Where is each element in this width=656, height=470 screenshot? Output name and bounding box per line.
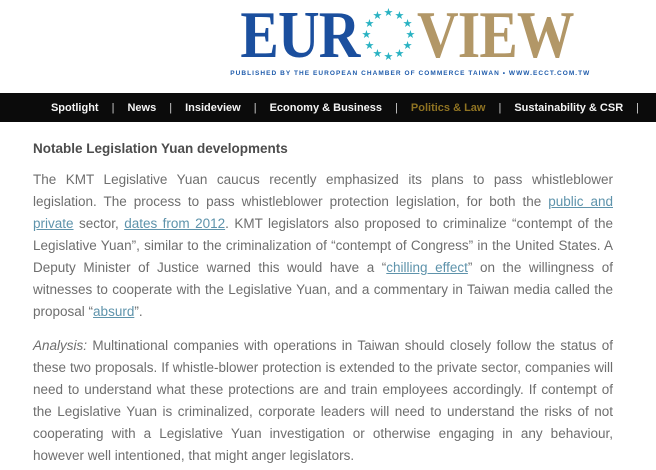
eu-stars-icon [360,7,416,63]
text-run: The KMT Legislative Yuan caucus recently emphasized its plans to pass whistleblower legislation. The process to pass whistleblower protection legislation, for both the [33,172,613,209]
eu-star-icon: ★ [364,40,375,52]
euroview-logo[interactable] [221,0,600,77]
nav-separator: | [169,101,173,114]
nav-separator: | [395,101,398,114]
article-paragraph [33,169,613,323]
eu-star-icon: ★ [383,7,394,19]
logo-text-euro: EUR [240,0,360,72]
eu-star-icon: ★ [372,9,383,22]
eu-star-icon: ★ [383,51,394,63]
nav-separator: | [636,101,639,114]
nav-item-spotlight[interactable]: Spotlight [50,101,99,114]
italic-label: Analysis: [33,338,88,353]
text-run: ” on the willingness of witnesses to cooperate with the Legislative Yuan, and a commentary in Taiwan media called the proposal “ [33,260,614,319]
inline-link[interactable]: public and private [33,194,613,231]
eu-star-icon: ★ [372,48,383,61]
nav-item-economy-business[interactable]: Economy & Business [269,101,383,114]
nav-item-politics-law[interactable]: Politics & Law [410,101,486,114]
main-navigation [0,93,656,122]
publisher-tagline: PUBLISHED BY THE EUROPEAN CHAMBER OF COMMERCE TAIWAN • WWW.ECCT.COM.TW [230,70,591,77]
eu-star-icon: ★ [394,9,405,22]
article-heading: Notable Legislation Yuan developments [33,141,288,156]
logo-text-view: VIEW [417,0,575,72]
inline-link[interactable]: dates from 2012 [124,216,226,231]
newsletter-header [0,0,656,93]
text-run: ”. [134,304,143,319]
article-paragraph [33,335,613,467]
nav-item-sustainability-csr[interactable]: Sustainability & CSR [514,101,624,114]
nav-separator: | [253,101,257,114]
text-run: . KMT legislators also proposed to criminalize “contempt of the Legislative Yuan”, similar to the criminalization of “contempt of Congress” in the United States. A Deputy Minister of Justice warned this would have a “ [33,216,613,275]
nav-separator: | [498,101,502,114]
inline-link[interactable]: absurd [93,304,135,319]
text-run: Multinational companies with operations in Taiwan should closely follow the status of these two proposals. If whistle-blower protection is extended to the private sector, companies will need to understand what these protections are and train employees accordingly. If contempt of the Legislative Yuan is criminalized, corporate leaders will need to understand the risks of not cooperating with a Legislative Yuan investigation or otherwise engaging in any behaviour, however well intentioned, that might anger legislators. [33,338,613,463]
inline-link[interactable]: chilling effect [386,260,468,275]
nav-item-insideview[interactable]: Insideview [185,101,241,114]
eu-star-icon: ★ [364,18,375,30]
eu-star-icon: ★ [402,18,413,30]
eu-star-icon: ★ [402,40,413,52]
article-content [0,122,656,467]
text-run: sector, [73,216,125,231]
logo-row [221,0,600,72]
eu-star-icon: ★ [394,48,405,61]
nav-separator: | [111,101,115,114]
eu-star-icon: ★ [361,29,372,41]
nav-item-news[interactable]: News [127,101,157,114]
eu-star-icon: ★ [405,29,416,41]
